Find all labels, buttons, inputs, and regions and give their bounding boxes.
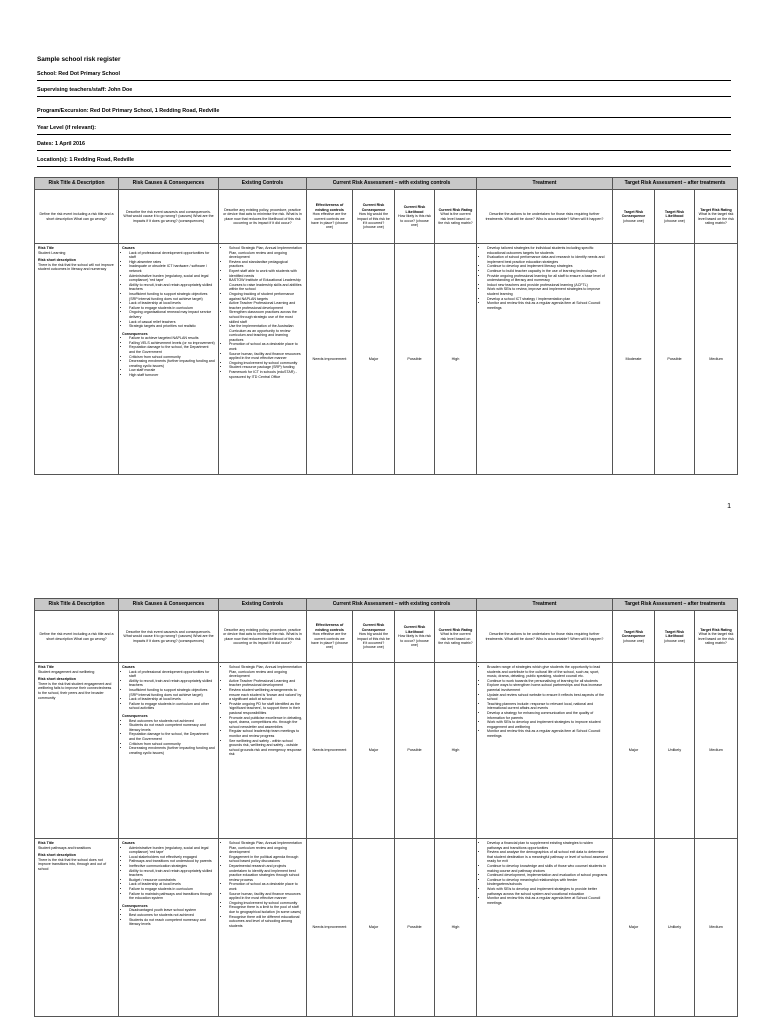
- controls-list: [222, 665, 303, 757]
- desc-controls: Describe any existing policy, procedure, practice or device that acts to minimise the risk. What is in place now that reduces the likelihood of this risk occurring or its impact if it did occur?: [219, 611, 307, 663]
- control-item: • Source human, facility and finance resources applied in the most effective manner: [229, 892, 303, 901]
- desc-target-rating: Target Risk Rating What is the target risk level based on the risk rating matrix?: [695, 611, 738, 663]
- page-gap: [0, 530, 768, 583]
- treatment-item: • Broaden range of strategies which give students the opportunity to lead students and contribute to the cultural life of the school, such as; sport, music, drama, debating, public speaking, student council etc.: [487, 665, 609, 679]
- treatment-item: • Monitor and review this risk as a regular agenda item at School Council meetings: [487, 301, 609, 310]
- desc-likelihood: Current Risk Likelihood How likely is this risk to occur? (choose one): [395, 611, 435, 663]
- target-consequence-cell: Major: [613, 663, 655, 839]
- header-target-assessment: Target Risk Assessment – after treatments: [613, 599, 738, 611]
- control-item: • Regular school leadership team meetings to monitor and review progress: [229, 729, 303, 738]
- risk-short-desc: There is the risk that the school will not improve student outcomes in literacy and numeracy: [38, 262, 114, 272]
- consequence-item: • Failure to achieve targeted NAPLAN results: [129, 336, 215, 341]
- control-item: • Framework for ICT in schools (eduSTAR) - sponsored by ITD Central Office: [229, 370, 303, 379]
- consequence-item: • Criticism from school community: [129, 742, 215, 747]
- consequence-item: • Criticism from school community: [129, 355, 215, 360]
- desc-target-consequence: Target Risk Consequence (choose one): [613, 190, 655, 244]
- treatment-cell: [477, 244, 613, 475]
- consequence-item: • Decreasing enrolments (further impacting funding and creating cyclic issues): [129, 746, 215, 755]
- consequence-item: • Reputation damage to the school, the Department and the Government: [129, 732, 215, 741]
- treatment-list: [480, 246, 609, 310]
- treatment-list: [480, 841, 609, 905]
- control-item: • Recognise there is a limit to the pool of staff due to geographical isolation (in some cases): [229, 905, 303, 914]
- desc-consequence: Current Risk Consequence How big would the impact of this risk be if it occurred? (choose one): [353, 190, 395, 244]
- risk-title-label: Risk Title: [38, 246, 54, 250]
- desc-risk-title: Define the risk event including a risk title and a short description What can go wrong?: [35, 611, 119, 663]
- target-rating-cell: Medium: [695, 839, 738, 1017]
- treatment-item: • Continued development, implementation and evaluation of school programs: [487, 873, 609, 878]
- cause-item: • Lack of casual relief teachers: [129, 320, 215, 325]
- risk-short-label: Risk short description: [38, 258, 76, 263]
- header-controls: Existing Controls: [219, 599, 307, 611]
- document-title: Sample school risk register: [37, 56, 121, 63]
- control-item: • Review student wellbeing arrangements to ensure each student is 'known and valued' by a significant adult at school: [229, 688, 303, 702]
- likelihood-cell: Possible: [395, 663, 435, 839]
- consequences-list: [122, 908, 215, 926]
- control-item: • School Strategic Plan, Annual Implementation Plan, curriculum review and ongoing development: [229, 246, 303, 260]
- cause-item: • Failure to engage students in curriculum: [129, 887, 215, 892]
- risk-row: [35, 244, 738, 475]
- target-likelihood-cell: Possible: [655, 244, 695, 475]
- desc-effectiveness: Effectiveness of existing controls How effective are the current controls we have in place? (choose one): [307, 611, 353, 663]
- control-item: • Review and standardise pedagogical practices: [229, 260, 303, 269]
- consequence-cell: Major: [353, 839, 395, 1017]
- desc-consequence: Current Risk Consequence How big would the impact of this risk be if it occurred? (choose one): [353, 611, 395, 663]
- consequence-cell: Major: [353, 244, 395, 475]
- risk-short-label: Risk short description: [38, 677, 76, 682]
- consequence-item: • Low staff morale: [129, 368, 215, 373]
- treatment-item: • Continue to develop meaningful relationships with feeder kindergartens/schools: [487, 878, 609, 887]
- description-row: [35, 190, 738, 244]
- cause-item: • Ability to recruit, train and retain appropriately skilled teachers: [129, 283, 215, 292]
- target-likelihood-cell: Unlikely: [655, 663, 695, 839]
- cause-item: • Ability to recruit, train and retain appropriately skilled teachers: [129, 869, 215, 878]
- field-school: School: Red Dot Primary School: [37, 70, 731, 81]
- causes-list: [122, 670, 215, 711]
- risk-title-label: Risk Title: [38, 841, 54, 845]
- consequence-item: • Best outcomes for students not achieved: [129, 913, 215, 918]
- control-item: • See wellbeing and safety - within school grounds risk, wellbeing and safety - outside school grounds risk and emergency response risk: [229, 739, 303, 757]
- likelihood-cell: Possible: [395, 839, 435, 1017]
- header-target-assessment: Target Risk Assessment – after treatments: [613, 178, 738, 190]
- header-current-assessment: Current Risk Assessment – with existing controls: [307, 599, 477, 611]
- likelihood-cell: Possible: [395, 244, 435, 475]
- control-item: • Engagement in the political agenda through school based policy discussions: [229, 855, 303, 864]
- desc-risk-title: Define the risk event including a risk title and a short description What can go wrong?: [35, 190, 119, 244]
- consequence-cell: Major: [353, 663, 395, 839]
- cause-item: • Lack of leadership at local levels: [129, 301, 215, 306]
- consequences-list: [122, 719, 215, 756]
- description-row: [35, 611, 738, 663]
- desc-controls: Describe any existing policy, procedure, practice or device that acts to minimise the risk. What is in place now that reduces the likelihood of this risk occurring or its impact if it did occur?: [219, 190, 307, 244]
- control-item: • Departmental research and projects undertaken to identify and implement best practice education strategies through school review process: [229, 864, 303, 882]
- treatment-item: • Develop a school ICT strategy / implementation plan: [487, 297, 609, 302]
- desc-likelihood: Current Risk Likelihood How likely is this risk to occur? (choose one): [395, 190, 435, 244]
- effectiveness-cell: Needs improvement: [307, 244, 353, 475]
- cause-item: • Administrative burden (regulatory, social and legal compliance) 'red tape': [129, 846, 215, 855]
- control-item: • Source human, facility and finance resources applied in the most effective manner: [229, 352, 303, 361]
- controls-cell: [219, 663, 307, 839]
- risk-title-cell: [35, 839, 119, 1017]
- treatment-item: • Monitor and review this risk as a regular agenda item at School Council meetings: [487, 729, 609, 738]
- header-treatment: Treatment: [477, 178, 613, 190]
- desc-target-rating: Target Risk Rating What is the target risk level based on the risk rating matrix?: [695, 190, 738, 244]
- causes-label: Causes: [122, 841, 135, 845]
- risk-title-text: Student Learning: [38, 250, 66, 255]
- effectiveness-cell: Needs improvement: [307, 663, 353, 839]
- treatment-item: • Monitor and review this risk as a regular agenda item at School Council meetings: [487, 896, 609, 905]
- cause-item: • Failure to maintain pathways and transitions through the education system: [129, 892, 215, 901]
- treatment-item: • Continue to develop and implement literacy strategies: [487, 264, 609, 269]
- header-controls: Existing Controls: [219, 178, 307, 190]
- rating-cell: High: [435, 663, 477, 839]
- cause-item: • Insufficient funding to support strategic objectives (SRP internal funding does not achieve target): [129, 688, 215, 697]
- control-item: • Promotion of school as a desirable place to work: [229, 342, 303, 351]
- control-item: • Active Teacher Professional Learning and teacher professional development: [229, 679, 303, 688]
- desc-causes: Describe the risk event causes/s and consequence/s. What would cause it to go wrong? (causes) What are the impacts if it does go wrong? (consequences): [119, 190, 219, 244]
- cause-item: • Failure to engage students in curriculum: [129, 306, 215, 311]
- cause-item: • Lack of professional development opportunities for staff: [129, 670, 215, 679]
- control-item: • School Strategic Plan, Annual Implementation Plan, curriculum review and ongoing development: [229, 841, 303, 855]
- risk-register-table: [34, 177, 738, 475]
- control-item: • Expert staff able to work with students with identified needs: [229, 269, 303, 278]
- treatment-cell: [477, 839, 613, 1017]
- causes-cell: [119, 663, 219, 839]
- control-item: • Active Teacher Professional Learning and teacher professional development: [229, 301, 303, 310]
- treatment-item: • Develop a strategy for enhancing communication and the quality of information for parents: [487, 711, 609, 720]
- risk-register-table-continued: [34, 598, 738, 1017]
- control-item: • Use the implementation of the Australian Curriculum as an opportunity to review curriculum and teaching and learning practices: [229, 324, 303, 342]
- cause-item: • Lack of professional development opportunities for staff: [129, 251, 215, 260]
- desc-rating: Current Risk Rating What is the current risk level based on the risk rating matrix?: [435, 190, 477, 244]
- desc-target-likelihood: Target Risk Likelihood (choose one): [655, 611, 695, 663]
- treatment-item: • Develop a financial plan to supplement existing strategies to widen pathways and transitions opportunities: [487, 841, 609, 850]
- control-item: • Promote and publicise excellence in debating, sport, drama, competitions etc. through the school newsletter and assemblies: [229, 716, 303, 730]
- cause-item: • Budget / resource constraints: [129, 878, 215, 883]
- control-item: • Strengthen classroom practices across the school through strategic use of the most skilled staff: [229, 310, 303, 324]
- field-program: Program/Excursion: Red Dot Primary School, 1 Redding Road, Redville: [37, 107, 731, 118]
- page-2: [0, 583, 768, 1024]
- consequences-label: Consequences: [122, 713, 148, 718]
- target-rating-cell: Medium: [695, 244, 738, 475]
- consequences-label: Consequences: [122, 331, 148, 336]
- target-likelihood-cell: Unlikely: [655, 839, 695, 1017]
- control-item: • Student resource package (SRP) funding: [229, 365, 303, 370]
- consequence-item: • High staff turnover: [129, 373, 215, 378]
- cause-item: • Strategic targets and priorities not realistic: [129, 324, 215, 329]
- consequences-label: Consequences: [122, 903, 148, 908]
- header-row: [35, 178, 738, 190]
- cause-item: • Local stakeholders not effectively engaged: [129, 855, 215, 860]
- cause-item: • Lack of leadership at local levels: [129, 882, 215, 887]
- cause-item: • Ability to recruit, train and retain appropriately skilled teachers: [129, 679, 215, 688]
- header-current-assessment: Current Risk Assessment – with existing controls: [307, 178, 477, 190]
- field-supervising-staff: Supervising teachers/staff: John Doe: [37, 86, 731, 97]
- cause-item: • Administrative burden (regulatory, social and legal compliance) 'red tape': [129, 274, 215, 283]
- treatment-item: • Work with SEIs to develop and implement strategies to provide better pathways across the school system and vocational education: [487, 887, 609, 896]
- consequences-list: [122, 336, 215, 377]
- cause-item: • Ineffective communication strategies: [129, 864, 215, 869]
- causes-label: Causes: [122, 246, 135, 250]
- treatment-item: • Continue to build teacher capacity in the use of learning technologies: [487, 269, 609, 274]
- treatment-item: • Provide ongoing professional learning for all staff to ensure a base level of understanding of literacy and numeracy: [487, 274, 609, 283]
- desc-treatment: Describe the actions to be undertaken for those risks requiring further treatments. What will be done? Who is accountable? When will it happen?: [477, 190, 613, 244]
- header-treatment: Treatment: [477, 599, 613, 611]
- page-number: 1: [727, 503, 731, 510]
- consequence-item: • Students do not reach competent numeracy and literacy levels: [129, 723, 215, 732]
- consequence-item: • Falling VELS achievement levels (or no improvement): [129, 341, 215, 346]
- control-item: • School Strategic Plan, Annual Implementation Plan, curriculum review and ongoing development: [229, 665, 303, 679]
- causes-list: [122, 251, 215, 329]
- risk-title-cell: [35, 244, 119, 475]
- risk-short-desc: There is the risk that student engagement and wellbeing fails to improve their connectedness to the school, their peers and the broader community: [38, 681, 112, 700]
- consequence-item: • Decreasing enrolments (further impacting funding and creating cyclic issues): [129, 359, 215, 368]
- causes-label: Causes: [122, 665, 135, 669]
- desc-target-consequence: Target Risk Consequence (choose one): [613, 611, 655, 663]
- risk-title-cell: [35, 663, 119, 839]
- desc-causes: Describe the risk event causes/s and consequence/s. What would cause it to go wrong? (causes) What are the impacts if it does go wrong? (consequences): [119, 611, 219, 663]
- header-causes: Risk Causes & Consequences: [119, 178, 219, 190]
- cause-item: • Lack of leadership at local levels: [129, 697, 215, 702]
- desc-rating: Current Risk Rating What is the current risk level based on the risk rating matrix?: [435, 611, 477, 663]
- desc-effectiveness: Effectiveness of existing controls How effective are the current controls we have in place? (choose one): [307, 190, 353, 244]
- risk-title-text: Student pathways and transitions: [38, 845, 91, 850]
- treatment-cell: [477, 663, 613, 839]
- target-consequence-cell: Major: [613, 839, 655, 1017]
- header-causes: Risk Causes & Consequences: [119, 599, 219, 611]
- causes-cell: [119, 839, 219, 1017]
- risk-row: [35, 663, 738, 839]
- control-item: • Ongoing involvement by school community: [229, 361, 303, 366]
- control-item: • Promotion of school as a desirable place to work: [229, 882, 303, 891]
- target-rating-cell: Medium: [695, 663, 738, 839]
- consequence-item: • Reputation damage to the school, the Department and the Government: [129, 345, 215, 354]
- cause-item: • High absentee rates: [129, 260, 215, 265]
- controls-list: [222, 841, 303, 928]
- field-dates: Dates: 1 April 2016: [37, 140, 731, 151]
- effectiveness-cell: Needs improvement: [307, 839, 353, 1017]
- treatment-item: • Work with SEIs to develop and implement strategies to improve student engagement and wellbeing: [487, 720, 609, 729]
- treatment-item: • Develop tailored strategies for individual students including specific educational outcomes targets for students: [487, 246, 609, 255]
- cause-item: • Failure to engage students in curriculum and other school activities: [129, 702, 215, 711]
- control-item: • Provide ongoing PD for staff identified as the 'significant teachers', to support them in their pastoral responsibilities: [229, 702, 303, 716]
- rating-cell: High: [435, 839, 477, 1017]
- header-row: [35, 599, 738, 611]
- controls-cell: [219, 244, 307, 475]
- controls-list: [222, 246, 303, 379]
- causes-cell: [119, 244, 219, 475]
- treatment-item: • Induct new teachers and provide professional learning (ACFTL): [487, 283, 609, 288]
- header-risk-title: Risk Title & Description: [35, 599, 119, 611]
- treatment-item: • Update and review school website to ensure it reflects best aspects of the school: [487, 693, 609, 702]
- risk-short-desc: There is the risk that the school does not improve transitions into, through and out of school: [38, 857, 107, 871]
- treatment-list: [480, 665, 609, 739]
- desc-treatment: Describe the actions to be undertaken for those risks requiring further treatments. What will be done? Who is accountable? When will it happen?: [477, 611, 613, 663]
- rating-cell: High: [435, 244, 477, 475]
- cause-item: • Pathways and transitions not understood by parents: [129, 859, 215, 864]
- risk-title-text: Student engagement and wellbeing: [38, 669, 95, 674]
- treatment-item: • Work with SEIs to review, improve and implement strategies to improve student learning: [487, 287, 609, 296]
- treatment-item: • Explore ways to strengthen home-school partnerships and thus increase parental involvement: [487, 683, 609, 692]
- field-year-level: Year Level (if relevant):: [37, 124, 731, 135]
- consequence-item: • Students do not reach competent numeracy and literacy levels: [129, 918, 215, 927]
- control-item: • Ongoing involvement by school community: [229, 901, 303, 906]
- header-risk-title: Risk Title & Description: [35, 178, 119, 190]
- control-item: • Recognise there will be different educational outcomes and level of schooling among students: [229, 915, 303, 929]
- field-locations: Location(s): 1 Redding Road, Redville: [37, 156, 731, 167]
- controls-cell: [219, 839, 307, 1017]
- target-consequence-cell: Moderate: [613, 244, 655, 475]
- desc-target-likelihood: Target Risk Likelihood (choose one): [655, 190, 695, 244]
- risk-short-label: Risk short description: [38, 853, 76, 858]
- treatment-item: • Continue to work towards the personalising of learning for all students: [487, 679, 609, 684]
- risk-row: [35, 839, 738, 1017]
- cause-item: • Insufficient funding to support strategic objectives (SRP internal funding does not achieve target): [129, 292, 215, 301]
- risk-title-label: Risk Title: [38, 665, 54, 669]
- treatment-item: • Teaching planners include: response to relevant local, national and international current affairs and events: [487, 702, 609, 711]
- consequence-item: • Disadvantaged youth leave school system: [129, 908, 215, 913]
- treatment-item: • Continue to develop knowledge and skills of those who counsel students in making course and pathway choices: [487, 864, 609, 873]
- consequence-item: • Best outcomes for students not achieved: [129, 719, 215, 724]
- control-item: • Ongoing tracking of student performance against NAPLAN targets: [229, 292, 303, 301]
- control-item: • BASTOW Institute of Educational Leadership Courses to raise leadership skills and abilities within the school: [229, 278, 303, 292]
- treatment-item: • Review and analyse the demographics of all school exit data to determine that student destination is a meaningful pathway or level of school assessed ready for exit: [487, 850, 609, 864]
- causes-list: [122, 846, 215, 901]
- cause-item: • Ongoing organisational renewal may impact service delivery: [129, 310, 215, 319]
- cause-item: • Inadequate or obsolete ICT hardware / software / network: [129, 264, 215, 273]
- treatment-item: • Evaluation of school performance data and research to identify needs and implement best practice education strategies: [487, 255, 609, 264]
